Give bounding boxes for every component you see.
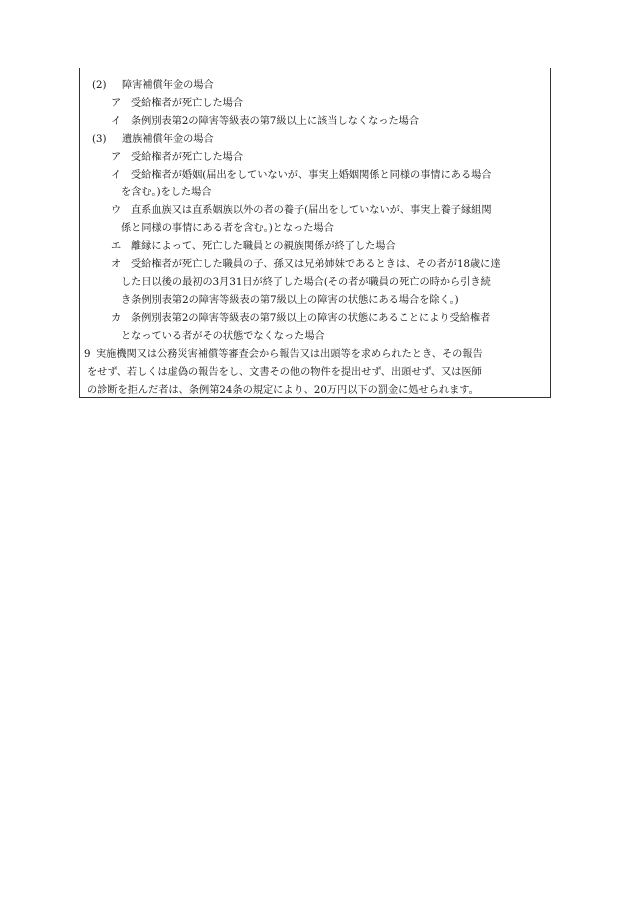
sub-item-3e-continued (121, 294, 459, 307)
sub-item-3c (111, 204, 492, 217)
item-mark: オ (111, 259, 122, 270)
line-text: 遺族補償年金の場合 (122, 134, 214, 145)
sub-item-3b-continued (121, 186, 212, 199)
item-mark: イ (111, 116, 122, 127)
line-text: 係と同様の事情にある者を含む。)となった場合 (121, 223, 334, 234)
sub-item-3e-continued (121, 276, 491, 289)
section-9-continued (87, 384, 479, 397)
line-text: き条例別表第2の障害等級表の第7級以上の障害の状態にある場合を除く。) (121, 295, 459, 306)
item-mark: 9 (84, 349, 91, 360)
sub-item-3b (111, 169, 492, 182)
line-text: 離縁によって、死亡した職員との親族関係が終了した場合 (131, 241, 396, 252)
line-text: を含む。)をした場合 (121, 187, 212, 198)
document-frame (79, 68, 551, 398)
section-9 (84, 348, 483, 361)
sub-item-3f-continued (121, 330, 325, 343)
line-text: 障害補償年金の場合 (122, 80, 214, 91)
sub-item-3f (111, 312, 490, 325)
line-text: 直系血族又は直系姻族以外の者の養子(届出をしていないが、事実上養子縁組関 (131, 205, 492, 216)
sub-item-2b (111, 115, 419, 128)
line-text: 条例別表第2の障害等級表の第7級以上の障害の状態にあることにより受給権者 (131, 313, 491, 324)
line-text: をせず、若しくは虚偽の報告をし、文書その他の物件を提出せず、出頭せず、又は医師 (87, 367, 482, 378)
item-mark: イ (111, 170, 122, 181)
item-mark: エ (111, 241, 122, 252)
item-mark: (2) (92, 80, 107, 91)
line-text: 受給権者が死亡した場合 (131, 98, 244, 109)
sub-item-3c-continued (121, 222, 334, 235)
line-text: 受給権者が婚姻(届出をしていないが、事実上婚姻関係と同様の事情にある場合 (131, 170, 492, 181)
line-text: の診断を拒んだ者は、条例第24条の規定により、20万円以下の罰金に処せられます。 (87, 385, 479, 396)
sub-item-2a (111, 97, 243, 110)
line-text: した日以後の最初の3月31日が終了した場合(その者が職員の死亡の時から引き続 (121, 277, 491, 288)
line-text: 条例別表第2の障害等級表の第7級以上に該当しなくなった場合 (131, 116, 420, 127)
line-text: となっている者がその状態でなくなった場合 (121, 331, 325, 342)
line-text: 実施機関又は公務災害補償等審査会から報告又は出頭等を求められたとき、その報告 (96, 349, 483, 360)
item-mark: ア (111, 98, 122, 109)
sub-item-3d (111, 240, 396, 253)
line-text: 受給権者が死亡した職員の子、孫又は兄弟姉妹であるときは、その者が18歳に達 (131, 259, 501, 270)
section-heading-3 (92, 133, 214, 146)
line-text: 受給権者が死亡した場合 (131, 152, 244, 163)
sub-item-3a (111, 151, 243, 164)
item-mark: (3) (92, 134, 107, 145)
section-9-continued (87, 366, 482, 379)
item-mark: ウ (111, 205, 122, 216)
item-mark: ア (111, 152, 122, 163)
sub-item-3e (111, 258, 501, 271)
item-mark: カ (111, 313, 122, 324)
section-heading-2 (92, 79, 214, 92)
